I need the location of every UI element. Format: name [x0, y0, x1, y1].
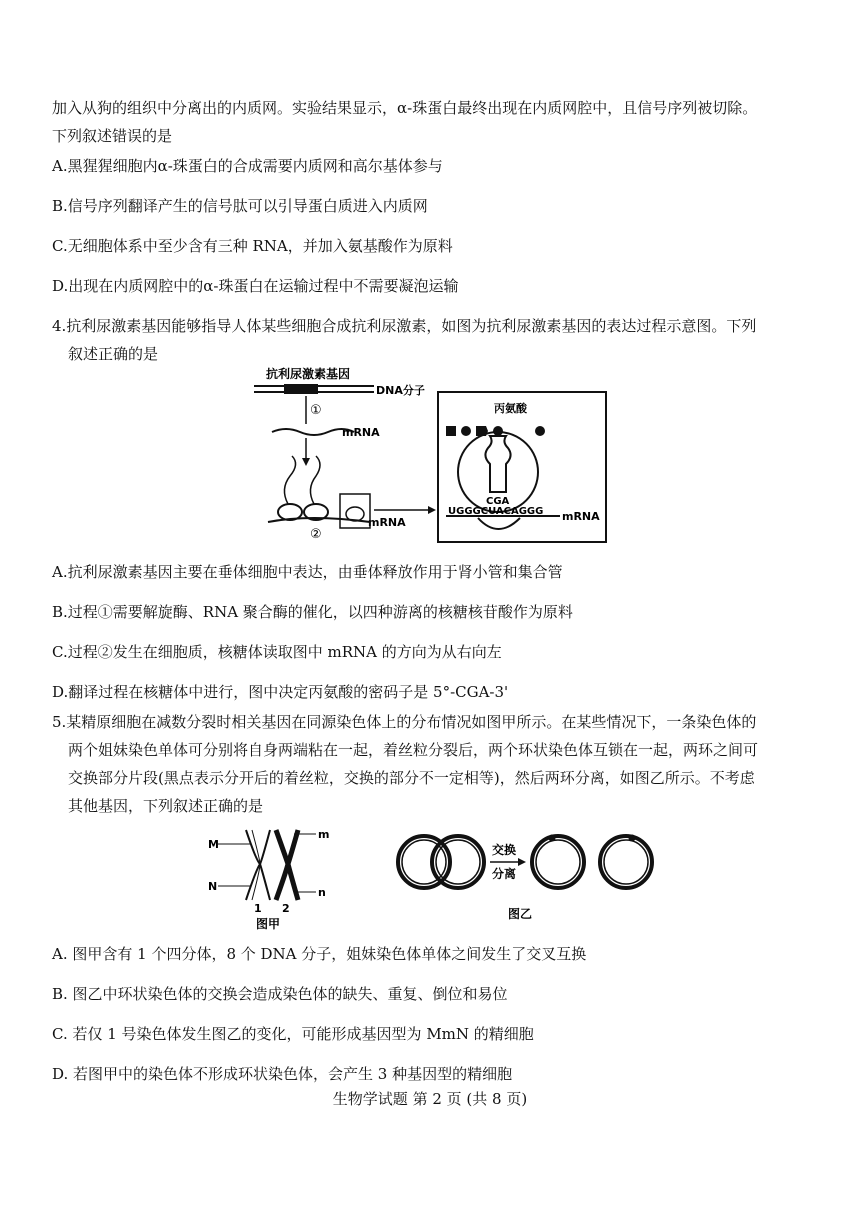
- q5-stem-line-1: 5.某精原细胞在减数分裂时相关基因在同源染色体上的分布情况如图甲所示。在某些情况下，一条染色体的: [52, 713, 757, 731]
- chromosome-2-label: 2: [282, 902, 290, 915]
- q4-option-b: B.过程①需要解旋酶、RNA 聚合酶的催化，以四种游离的核糖核苷酸作为原料: [52, 603, 573, 621]
- amino-acid-2: [461, 426, 471, 436]
- q5-stem-line-3: 交换部分片段(黑点表示分开后的着丝粒，交换的部分不一定相等)，然后两环分离，如图乙所示。不考虑: [68, 769, 755, 787]
- zoom-box: [340, 494, 370, 528]
- trna: [485, 436, 510, 492]
- q4-option-c: C.过程②发生在细胞质，核糖体读取图中 mRNA 的方向为从右向左: [52, 643, 502, 661]
- chromosome-1-arm-a: [246, 830, 260, 900]
- zoom-arrow-head: [428, 506, 436, 514]
- centromere-1: [549, 835, 556, 842]
- gene-label: 抗利尿激素基因: [266, 367, 351, 381]
- caption-yi: 图乙: [508, 907, 533, 921]
- q5-option-b: B. 图乙中环状染色体的交换会造成染色体的缺失、重复、倒位和易位: [52, 985, 508, 1003]
- q4-option-a: A.抗利尿激素基因主要在垂体细胞中表达，由垂体释放作用于肾小管和集合管: [52, 563, 563, 581]
- q3-option-b: B.信号序列翻译产生的信号肽可以引导蛋白质进入内质网: [52, 197, 428, 215]
- intro-line-1: 加入从狗的组织中分离出的内质网。实验结果显示，α-珠蛋白最终出现在内质网腔中，且信号序列被切除。: [52, 99, 758, 117]
- arrow-top-label: 交换: [492, 843, 517, 857]
- gene-n-label: n: [318, 886, 326, 899]
- ring-result-1-inner: [536, 840, 580, 884]
- mrna-sequence: UGGGCUACAGGG: [448, 506, 544, 517]
- ring-result-1-outer: [532, 836, 584, 888]
- gene-N-label: N: [208, 880, 218, 893]
- chromosome-2-arm-b: [288, 830, 298, 900]
- chromosome-1-label: 1: [254, 902, 262, 915]
- anticodon-label: CGA: [486, 496, 510, 507]
- alanine-label: 丙氨酸: [494, 402, 527, 415]
- ring-result-2-outer: [600, 836, 652, 888]
- ribosome-small-subunit: [478, 518, 520, 529]
- caption-jia: 图甲: [256, 917, 281, 930]
- gene-m-label: m: [318, 828, 330, 841]
- ring-right-outer: [432, 836, 484, 888]
- polypeptide-1: [284, 456, 295, 504]
- q4-stem-line-2: 叙述正确的是: [68, 345, 159, 363]
- q5-option-a: A. 图甲含有 1 个四分体，8 个 DNA 分子，姐妹染色体单体之间发生了交叉互换: [52, 945, 587, 963]
- chromosome-1-arm-b: [260, 830, 270, 900]
- amino-acid-1: [446, 426, 456, 436]
- q5-stem-line-2: 两个姐妹染色单体可分别将自身两端粘在一起，着丝粒分裂后，两个环状染色体互锁在一起，两环之间可: [68, 741, 759, 759]
- figure-yi: [392, 826, 662, 926]
- q5-stem-line-4: 其他基因，下列叙述正确的是: [68, 797, 264, 815]
- ribosome-3: [346, 507, 364, 521]
- q4-option-d: D.翻译过程在核糖体中进行，图中决定丙氨酸的密码子是 5°-CGA-3': [52, 683, 509, 701]
- q3-option-a: A.黑猩猩细胞内α-珠蛋白的合成需要内质网和高尔基体参与: [52, 157, 443, 175]
- q4-stem-line-1: 4.抗利尿激素基因能够指导人体某些细胞合成抗利尿激素，如图为抗利尿激素基因的表达过程示意图。下列: [52, 317, 757, 335]
- step1-label: ①: [310, 403, 322, 418]
- gene-expression-figure: [250, 364, 620, 544]
- q5-option-d: D. 若图甲中的染色体不形成环状染色体，会产生 3 种基因型的精细胞: [52, 1065, 513, 1083]
- dna-label: DNA分子: [376, 384, 425, 397]
- exchange-arrow-head: [518, 858, 526, 866]
- arrow-bottom-label: 分离: [492, 867, 517, 881]
- polypeptide-2: [310, 456, 320, 504]
- gene-segment: [284, 384, 318, 394]
- ring-result-2-inner: [604, 840, 648, 884]
- centromere-2: [629, 835, 636, 842]
- mrna-label-2: mRNA: [368, 516, 406, 529]
- step2-label: ②: [310, 527, 322, 542]
- ring-right-inner: [436, 840, 480, 884]
- figure-jia: [206, 822, 336, 930]
- q3-option-c: C.无细胞体系中至少含有三种 RNA，并加入氨基酸作为原料: [52, 237, 453, 255]
- gene-M-label: M: [208, 838, 219, 851]
- q5-option-c: C. 若仅 1 号染色体发生图乙的变化，可能形成基因型为 MmN 的精细胞: [52, 1025, 534, 1043]
- mrna-label-3: mRNA: [562, 510, 600, 523]
- page-footer: 生物学试题 第 2 页 (共 8 页): [332, 1090, 528, 1108]
- q3-option-d: D.出现在内质网腔中的α-珠蛋白在运输过程中不需要凝泡运输: [52, 277, 459, 295]
- arrow-head: [302, 458, 310, 466]
- intro-line-2: 下列叙述错误的是: [52, 127, 173, 145]
- amino-acid-5: [535, 426, 545, 436]
- mrna-label-1: mRNA: [342, 426, 380, 439]
